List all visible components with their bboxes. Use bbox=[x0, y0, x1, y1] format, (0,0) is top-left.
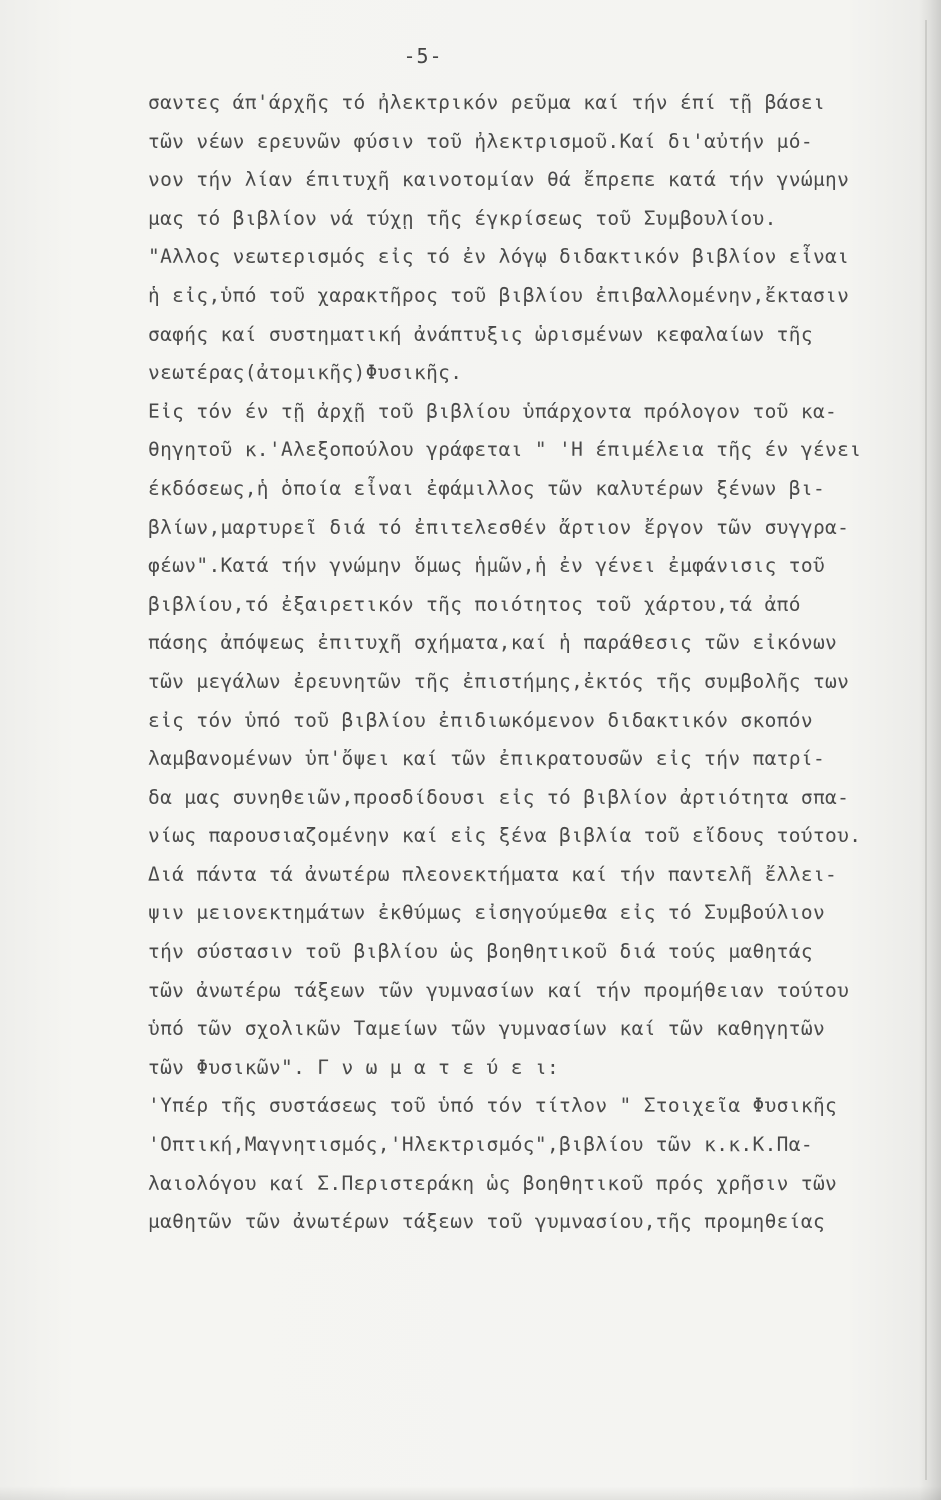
text-line: μας τό βιβλίον νά τύχῃ τῆς έγκρίσεως τοῦ Συμβουλίου. bbox=[148, 206, 777, 230]
text-line: ψιν μειονεκτημάτων ἐκθύμως εἰσηγούμεθα εἰς τό Συμβούλιον bbox=[148, 901, 826, 925]
text-line: τῶν ἀνωτέρω τάξεων τῶν γυμνασίων καί τήν προμήθειαν τούτου bbox=[148, 978, 850, 1002]
text-line: νον τήν λίαν έπιτυχῆ καινοτομίαν θά ἔπρεπε κατά τήν γνώμην bbox=[148, 168, 850, 192]
text-line: Διά πάντα τά ἀνωτέρω πλεονεκτήματα καί τήν παντελῆ ἔλλει- bbox=[148, 862, 838, 886]
typed-text-body bbox=[148, 84, 938, 1242]
text-line: τῶν Φυσικῶν". Γ ν ω μ α τ ε ύ ε ι: bbox=[148, 1055, 560, 1079]
text-line: ἡ εἰς,ὑπό τοῦ χαρακτῆρος τοῦ βιβλίου ἐπιβαλλομένην,ἔκτασιν bbox=[148, 283, 850, 307]
text-line: τῶν μεγάλων ἐρευνητῶν τῆς ἐπιστήμης,ἐκτός τῆς συμβολῆς των bbox=[148, 669, 850, 693]
text-line: Εἰς τόν έν τῇ ἀρχῇ τοῦ βιβλίου ὑπάρχοντα πρόλογον τοῦ κα- bbox=[148, 399, 838, 423]
text-line: έκδόσεως,ἡ ὁποία εἶναι ἐφάμιλλος τῶν καλυτέρων ξένων βι- bbox=[148, 476, 826, 500]
text-line: 'Υπέρ τῆς συστάσεως τοῦ ὑπό τόν τίτλον " Στοιχεῖα Φυσικῆς bbox=[148, 1094, 838, 1118]
text-line: 'Οπτική,Μαγνητισμός,'Ηλεκτρισμός",βιβλίου τῶν κ.κ.Κ.Πα- bbox=[148, 1133, 813, 1157]
text-line: τήν σύστασιν τοῦ βιβλίου ὡς βοηθητικοῦ διά τούς μαθητάς bbox=[148, 940, 813, 964]
text-line: μαθητῶν τῶν ἀνωτέρων τάξεων τοῦ γυμνασίου,τῆς προμηθείας bbox=[148, 1210, 826, 1234]
text-line: νεωτέρας(ἀτομικῆς)Φυσικῆς. bbox=[148, 361, 463, 385]
text-line: πάσης ἀπόψεως ἐπιτυχῆ σχήματα,καί ἡ παράθεσις τῶν εἰκόνων bbox=[148, 631, 838, 655]
page-number: -5- bbox=[403, 44, 443, 68]
text-line: φέων".Κατά τήν γνώμην ὅμως ἡμῶν,ἡ ἐν γένει ἐμφάνισις τοῦ bbox=[148, 554, 826, 578]
text-line: ὑπό τῶν σχολικῶν Ταμείων τῶν γυμνασίων καί τῶν καθηγητῶν bbox=[148, 1017, 826, 1041]
text-line: νίως παρουσιαζομένην καί εἰς ξένα βιβλία τοῦ εἴδους τούτου. bbox=[148, 824, 862, 848]
text-line: δα μας συνηθειῶν,προσδίδουσι εἰς τό βιβλίον ἀρτιότητα σπα- bbox=[148, 785, 850, 809]
text-line: "Αλλος νεωτερισμός εἰς τό ἐν λόγῳ διδακτικόν βιβλίον εἶναι bbox=[148, 245, 850, 269]
text-line: λαιολόγου καί Σ.Περιστεράκη ὡς βοηθητικοῦ πρός χρῆσιν τῶν bbox=[148, 1171, 838, 1195]
text-line: θηγητοῦ κ.'Αλεξοπούλου γράφεται " 'Η έπιμέλεια τῆς έν γένει bbox=[148, 438, 862, 462]
text-line: σαφής καί συστηματική ἀνάπτυξις ὡρισμένων κεφαλαίων τῆς bbox=[148, 322, 813, 346]
text-line: βιβλίου,τό ἐξαιρετικόν τῆς ποιότητος τοῦ χάρτου,τά ἀπό bbox=[148, 592, 801, 616]
text-line: λαμβανομένων ὑπ'ὄψει καί τῶν ἐπικρατουσῶν εἰς τήν πατρί- bbox=[148, 747, 826, 771]
text-line: βλίων,μαρτυρεῖ διά τό ἐπιτελεσθέν ἄρτιον ἔργον τῶν συγγρα- bbox=[148, 515, 850, 539]
text-line: σαντες άπ'άρχῆς τό ἠλεκτρικόν ρεῦμα καί τήν έπί τῇ βάσει bbox=[148, 91, 826, 114]
text-line: τῶν νέων ερευνῶν φύσιν τοῦ ἠλεκτρισμοῦ.Καί δι'αὐτήν μό- bbox=[148, 129, 813, 153]
text-line: εἰς τόν ὑπό τοῦ βιβλίου ἐπιδιωκόμενον διδακτικόν σκοπόν bbox=[148, 708, 813, 732]
page-bottom-shadow bbox=[0, 1486, 941, 1500]
